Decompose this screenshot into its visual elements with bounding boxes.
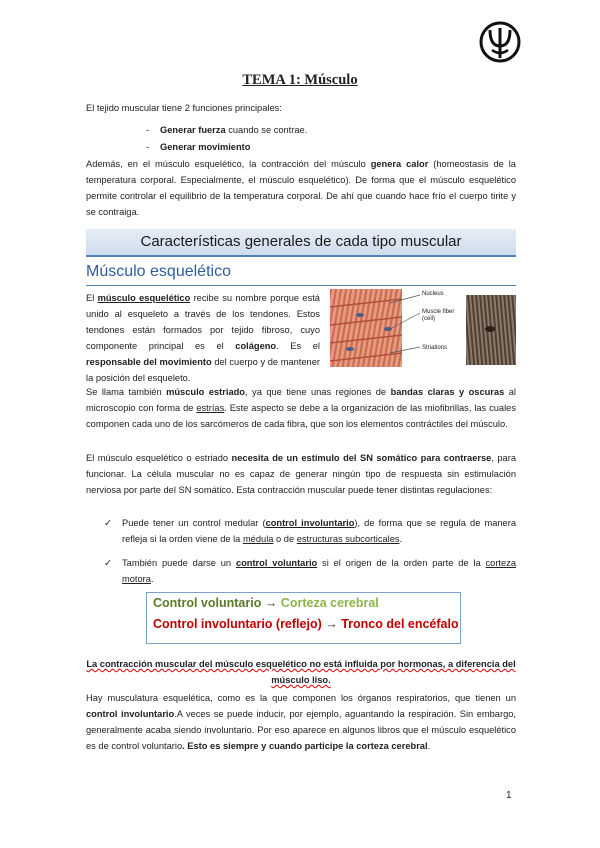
image-label: Striations: [422, 345, 448, 351]
intro-text: El tejido muscular tiene 2 funciones principales:: [86, 103, 282, 113]
subsection-heading: Músculo esquelético: [86, 263, 231, 280]
check-item: También puede darse un control voluntario si el origen de la orden parte de la corteza motora.: [122, 558, 516, 584]
hormone-note: La contracción muscular del músculo esquelético no está influida por hormonas, a diferencia del músculo liso.: [86, 659, 516, 685]
page-number: 1: [506, 790, 512, 801]
control-summary-box: Control voluntario → Corteza cerebral Control involuntario (reflejo) → Tronco del encéfalo: [146, 592, 461, 644]
paragraph-stimulus: El músculo esquelético o estriado necesita de un estímulo del SN somático para contraerse, para funcionar. La célula muscular no es capaz de generar ningún tipo de respuesta sin estimulación nerviosa por parte del SN somático. Esta contracción muscular puede tener distintas regulaciones:: [86, 453, 516, 495]
section-heading: Características generales de cada tipo muscular: [86, 229, 516, 257]
function-item-text: Generar fuerza cuando se contrae.: [160, 125, 308, 135]
function-item: -: [146, 125, 150, 135]
image-label: Nucleus: [422, 291, 444, 297]
logo-icon: [478, 20, 522, 64]
paragraph-skeletal: El músculo esquelético recibe su nombre porque está unido al esqueleto a través de los tendones. Estos tendones están formados por tejido fibroso, cuyo componente principal es el colágeno. Es el responsable del movimiento del cuerpo y de mantener la posición del esqueleto.: [86, 293, 320, 383]
image-label: Muscle fiber (cell): [422, 309, 455, 322]
divider: [86, 285, 516, 286]
muscle-fiber-image: [330, 289, 516, 369]
paragraph-striated: Se llama también músculo estriado, ya que tiene unas regiones de bandas claras y oscuras al microscopio con forma de estrías. Este aspecto se debe a la organización de las miofibrillas, las cuales componen cada uno de los sarcómeros de cada fibra, que son los elementos contráctiles del músculo.: [86, 387, 516, 429]
paragraph-heat: Además, en el músculo esquelético, la contracción del músculo genera calor (homeostasis de la temperatura corporal. Especialmente, el músculo esquelético). De forma que el músculo esquelético permite controlar el equilibrio de la temperatura corporal. De ahí que cuando hace frío el cuerpo tirite y se contraiga.: [86, 159, 516, 217]
check-icon: ✓: [104, 518, 112, 528]
function-item-text: Generar movimiento: [160, 142, 251, 152]
check-icon: ✓: [104, 558, 112, 568]
function-item: -: [146, 142, 150, 152]
page-title: TEMA 1: Músculo: [242, 72, 358, 88]
check-item: Puede tener un control medular (control involuntario), de forma que se regula de manera refleja si la orden viene de la médula o de estructuras subcorticales.: [122, 518, 516, 544]
paragraph-final: Hay musculatura esquelética, como es la que componen los órganos respiratorios, que tienen un control involuntario.A veces se puede inducir, por ejemplo, aguantando la respiración. Sin embargo, generalmente acaba siendo involuntario. Por eso aparece en algunos libros que el músculo esquelético es de control voluntario. Esto es siempre y cuando participe la corteza cerebral.: [86, 693, 516, 751]
